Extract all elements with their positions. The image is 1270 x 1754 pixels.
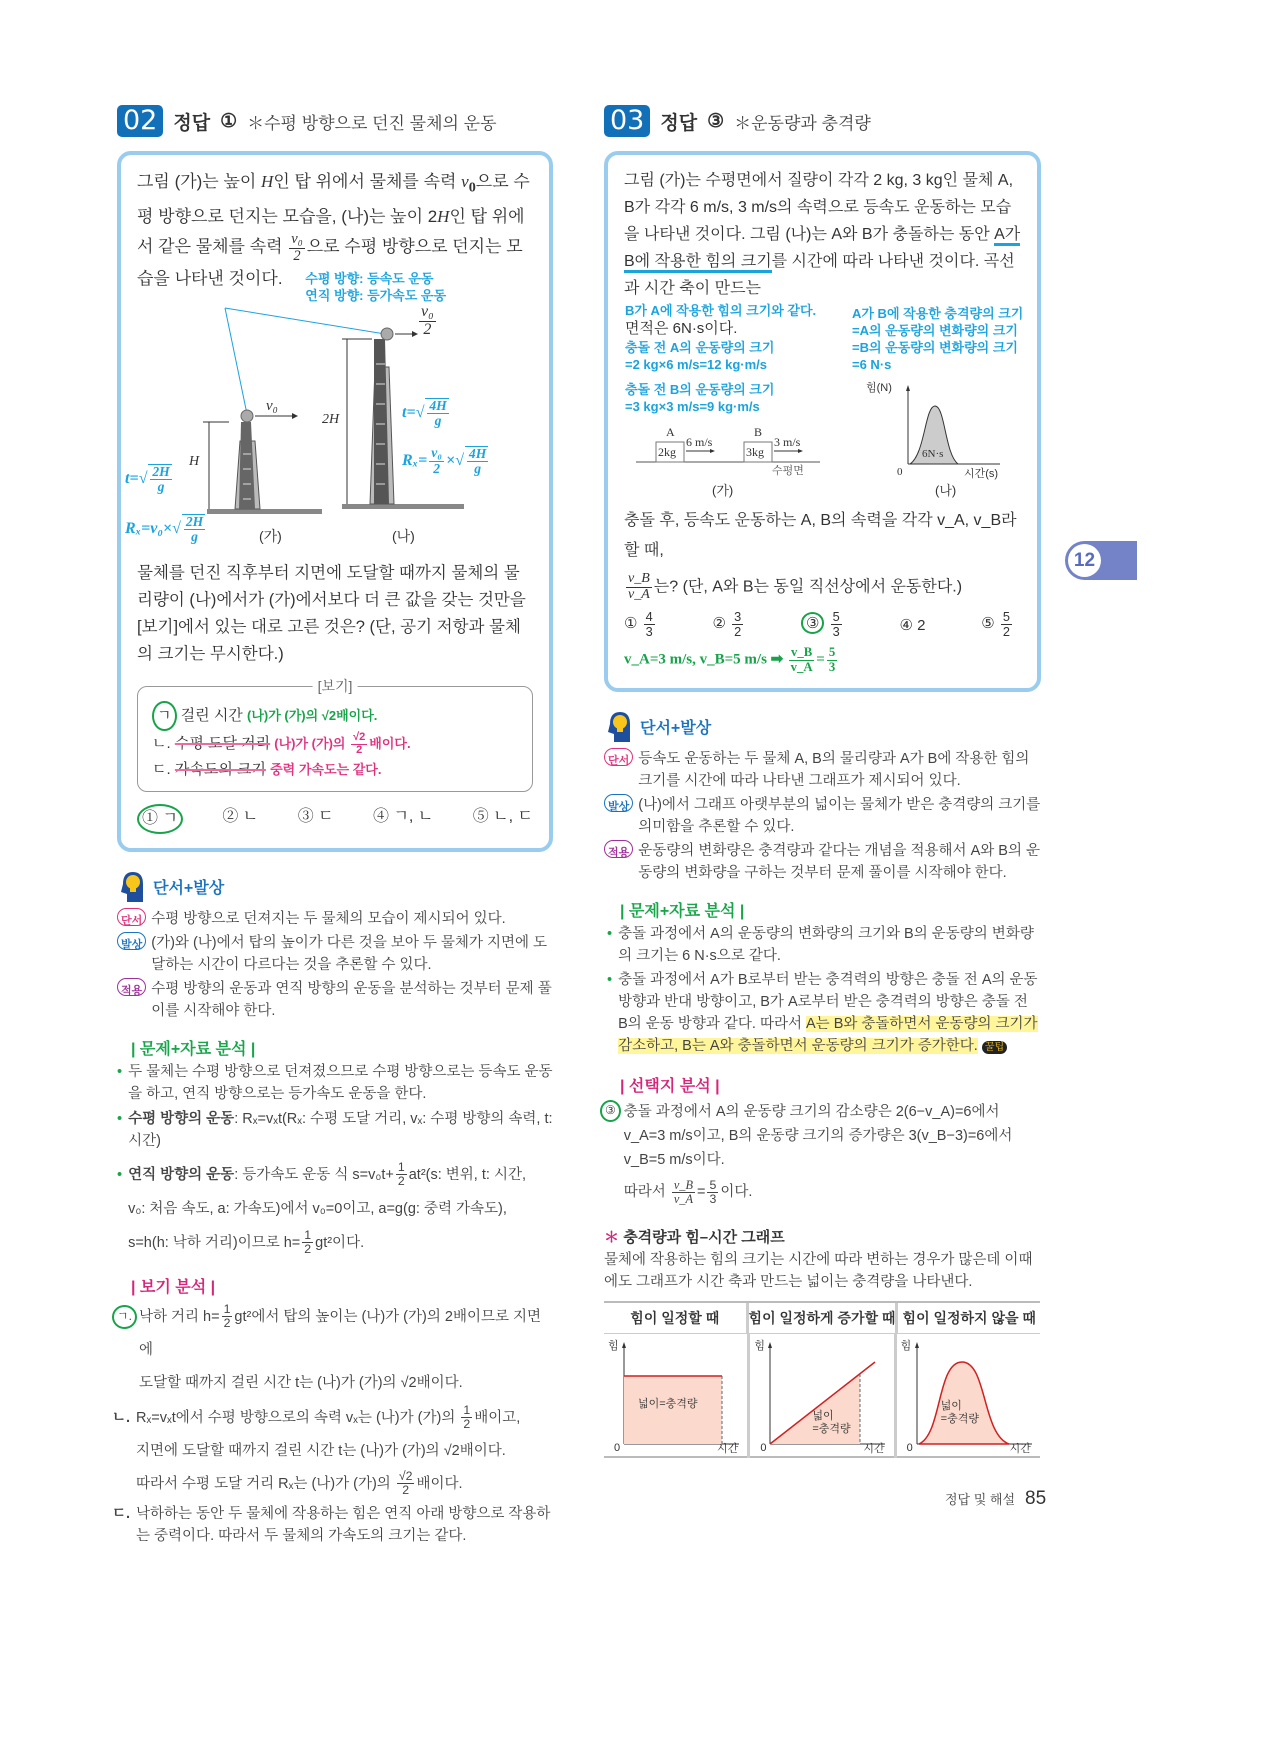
q02-problem-text: 그림 (가)는 높이 H인 탑 위에서 물체를 속력 $v_0$으로 수평 방향으로 던지는 모습을, (나)는 높이 2H인 탑 위에서 같은 물체를 속력 $\frac{\text{v₀}}{2}$ 으로 수평 방향으로 던지는 모습을 나타낸 것이다. 수평 방향: 등속도 운동 연직 방향: 등가속도 운동 (137, 172, 530, 303)
label-ga: (가) (712, 483, 734, 498)
label-B: B (754, 425, 763, 439)
label-A: A (666, 425, 675, 439)
extra-title: ＊ 충격량과 힘–시간 그래프 (604, 1228, 785, 1246)
col-header-varying: 힘이 일정하지 않을 때 (902, 1309, 1036, 1326)
velocity-A: 6 m/s (686, 435, 713, 449)
choice-2[interactable]: ② ㄴ (222, 807, 259, 825)
q03-analysis-title: | 문제+자료 분석 | (620, 902, 745, 920)
answer-number: ① (220, 110, 238, 132)
q02-bogi-analysis: ㄱ. 낙하 거리 h= $\frac{1}{2}$ gt²에서 탑의 높이는 (나)가 (가)의 2배이므로 지면에 도달할 때까지 걸린 시간 t는 (나)가 (가)의 √2배이다. ㄴ. Rₓ=vₓt에서 수평 방향으로의 속력 vₓ는 (나)가 (가)의 $\frac{1}{2}$ 배이고, 지면에 도달할 때까지 걸린 시간 t는 (나)가 (가)의 √2배이다. 따라서 수평 도달 거리 Rₓ는 (나)가 (가)의 $\frac{√2}{2}$ 배이다. ㄷ. 낙하하는 동안 두 물체에 작용하는 힘은 연직 아래 방향으로 작용하는 중력이다. 따라서 두 물체의 가속도의 크기는 같다. (112, 1302, 551, 1544)
q02-analysis-title: | 문제+자료 분석 | (131, 1040, 256, 1058)
bogi-item-2: ㄴ. 수평 도달 거리 (나)가 (가)의 $\frac{√2}{2}$ 배이다. (152, 731, 411, 756)
answer-number: ③ (707, 110, 725, 132)
lightbulb-head-icon (604, 710, 632, 744)
choice-5[interactable]: ⑤ ㄴ, ㄷ (472, 807, 533, 825)
label-H: H (189, 453, 200, 469)
col-header-constant: 힘이 일정할 때 (604, 1303, 749, 1333)
q03-answer-line: v_A=3 m/s, v_B=5 m/s ➡ $\frac{v\_B}{v\_A}$ = $\frac{5}{3}$ (624, 645, 836, 674)
label-v0-half: $\frac{\text{v₀}}{2}$ (421, 302, 434, 338)
graph-varying: 힘 0 시간 넓이 =충격량 (900, 1339, 1031, 1455)
q03-header (604, 105, 1041, 137)
choice-5[interactable]: ⑤ $\frac{5}{2}$ (981, 609, 1010, 639)
label-v0: v₀ (266, 397, 278, 414)
question-number: 03 (604, 105, 650, 137)
graph-constant: 힘 0 시간 넓이=충격량 (604, 1334, 750, 1458)
q02-figure-area (117, 304, 547, 556)
q03-choices (624, 610, 1014, 638)
label-2H: 2H (322, 411, 340, 427)
left-column (112, 105, 553, 1549)
q03-hint-header: 단서+발상 (604, 710, 1041, 744)
q03-problem-box (604, 151, 1041, 692)
label-na: (나) (392, 527, 415, 544)
ground-na (342, 504, 464, 509)
q03-choice-analysis-title: | 선택지 분석 | (620, 1077, 720, 1095)
bogi-box (137, 677, 533, 792)
page-number: 85 (1025, 1488, 1047, 1509)
bogi-title: [보기] (313, 676, 358, 696)
col-header-increasing: 힘이 일정하게 증가할 때 (749, 1303, 899, 1333)
bogi-item-3: ㄷ. 가속도의 크기 중력 가속도는 같다. (152, 760, 382, 778)
q03-annotation-right: A가 B에 작용한 충격량의 크기 =A의 운동량의 변화량의 크기 =B의 운동량의 변화량의 크기 =6 N·s (852, 306, 1024, 372)
q02-header (117, 105, 553, 137)
q02-choices (137, 804, 533, 834)
label-na: (나) (935, 483, 957, 498)
choice-1[interactable]: ① ㄱ (137, 804, 183, 834)
q02-hint-items: 단서 수평 방향으로 던져지는 두 물체의 모습이 제시되어 있다. 발상 (가)와 (나)에서 탑의 높이가 다른 것을 보아 두 물체가 지면에 도달하는 시간이 다르다는 것을 추론할 수 있다. 적용 수평 방향의 운동과 연직 방향의 운동을 분석하는 것부터 문제 풀이를 시작해야 한다. (117, 908, 553, 1022)
choice-4[interactable]: ④ ㄱ, ㄴ (373, 807, 434, 825)
answer-label: 정답 (660, 112, 698, 134)
mass-A: 2kg (658, 445, 676, 459)
x-axis-label: 시간(s) (964, 468, 999, 480)
q03-problem-text: 그림 (가)는 수평면에서 질량이 각각 2 kg, 3 kg인 물체 A, B가 각각 6 m/s, 3 m/s의 속력으로 등속도 운동하는 모습을 나타낸 것이다. 그림 (나)는 A와 B가 충돌하는 동안 A가 B에 작용한 힘의 크기를 시간에 따라 나타낸 것이다. 곡선과 시간 축이 만드는 (624, 172, 1021, 297)
q02-bogi-analysis-title: | 보기 분석 | (131, 1278, 216, 1296)
topic: ＊수평 방향으로 던진 물체의 운동 (247, 113, 497, 133)
footer (945, 1488, 1046, 1510)
q02-question: 물체를 던진 직후부터 지면에 도달할 때까지 물체의 물리량이 (나)에서가 (가)에서보다 더 큰 값을 갖는 것만을 [보기]에서 있는 대로 고른 것은? (단, 공기 저항과 물체의 크기는 무시한다.) (137, 563, 526, 663)
topic: ＊운동량과 충격량 (734, 113, 871, 133)
choice-2[interactable]: ② $\frac{3}{2}$ (712, 609, 742, 639)
velocity-B: 3 m/s (774, 435, 801, 449)
formula-rx-na: Rₓ= $\frac{\text{v₀}}{2}$ ×√ $\frac{4H}{g}$ (402, 445, 487, 476)
lightbulb-head-icon (117, 870, 145, 904)
formula-rx-ga: Rₓ=v₀×√ $\frac{2H}{g}$ (125, 513, 204, 544)
label-ga: (가) (259, 527, 282, 544)
footer-label: 정답 및 해설 (945, 1492, 1016, 1507)
right-column (604, 105, 1041, 1458)
q03-hint-items: 단서 등속도 운동하는 두 물체 A, B의 물리량과 A가 B에 작용한 힘의 크기를 시간에 따라 나타낸 그래프가 제시되어 있다. 발상 (나)에서 그래프 아랫부분의 넓이는 물체가 받은 충격량의 크기를 의미함을 추론할 수 있다. 적용 운동량의 변화량은 충격량과 같다는 개념을 적용해서 A와 B의 운동량의 변화량을 구하는 것부터 문제 풀이를 시작해야 한다. (604, 748, 1041, 884)
ball-ga (241, 410, 253, 422)
y-axis-label: 힘(N) (866, 382, 892, 394)
bogi-item-1: ㄱ 걸린 시간 (나)가 (가)의 √2배이다. (152, 701, 518, 731)
choice-3[interactable]: ③ $\frac{5}{3}$ (801, 610, 844, 638)
area-label: 6N·s (922, 448, 944, 460)
extra-text: 물체에 작용하는 힘의 크기는 시간에 따라 변하는 경우가 많은데 이때에도 그래프가 시간 축과 만드는 넓이는 충격량을 나타낸다. (604, 1251, 1033, 1290)
fig-na-graph (900, 384, 1010, 469)
chapter-number: 12 (1068, 544, 1101, 577)
origin-label: 0 (897, 466, 903, 478)
graph-increasing: 힘 0 시간 넓이 =충격량 (750, 1334, 896, 1458)
choice-4[interactable]: ④ 2 (899, 617, 926, 635)
choice-1[interactable]: ① $\frac{4}{3}$ (624, 609, 653, 639)
chapter-tab[interactable] (1065, 541, 1137, 580)
q02-hint-header: 단서+발상 (117, 870, 553, 904)
q03-question: 충돌 후, 등속도 운동하는 A, B의 속력을 각각 v_A, v_B라 할 때, $\frac{v\_B}{v\_A}$ 는? (단, A와 B는 동일 직선상에서 운동한다.) (624, 512, 1017, 602)
answer-label: 정답 (173, 112, 211, 134)
q03-choice-analysis: ③ 충돌 과정에서 A의 운동량 크기의 감소량은 2(6−v_A)=6에서 v_A=3 m/s이고, B의 운동량 크기의 증가량은 3(v_B−3)=6에서 v_B=5 m/s이다. 따라서 $\frac{v\_B}{v\_A}$ = $\frac{5}{3}$ 이다. (600, 1100, 1041, 1212)
impulse-table (604, 1301, 1040, 1458)
surface-label: 수평면 (772, 465, 804, 477)
choice-3[interactable]: ③ ㄷ (297, 807, 334, 825)
q03-annotation-left: B가 A에 작용한 힘의 크기와 같다. 면적은 6N·s이다. 충돌 전 A의 운동량의 크기 =2 kg×6 m/s=12 kg·m/s 충돌 전 B의 운동량의 크기 =3 kg×3 m/s=9 kg·m/s (625, 303, 817, 414)
formula-t-ga: t=√ $\frac{2H}{g}$ (125, 463, 170, 494)
ground-ga (207, 509, 322, 514)
q03-figure-area (620, 302, 1025, 502)
q02-analysis: • 두 물체는 수평 방향으로 던져졌으므로 수평 방향으로는 등속도 운동을 하고, 연직 방향으로는 등가속도 운동을 한다. • 수평 방향의 운동: Rₓ=vₓt(Rₓ: 수평 도달 거리, vₓ: 수평 방향의 속력, t: 시간) • 연직 방향의 운동: 등가속도 운동 식 s=v₀t+ $\frac{1}{2}$ at²(s: 변위, t: 시간, v₀: 처음 속도, a: 가속도)에서 v₀=0이고, a=g(g: 중력 가속도), s=h(h: 낙하 거리)이므로 h= $\frac{1}{2}$ gt²이다. (117, 1063, 553, 1257)
correct-mark: ㄱ (152, 701, 177, 731)
formula-t-na: t=√ $\frac{4H}{g}$ (402, 397, 447, 428)
q03-analysis: • 충돌 과정에서 A의 운동량의 변화량의 크기와 B의 운동량의 변화량의 크기는 6 N·s으로 같다. • 충돌 과정에서 A가 B로부터 받는 충격력의 방향은 충돌 전 A의 운동 방향과 반대 방향이고, B가 A로부터 받은 충격력의 방향은 충돌 전 B의 운동 방향과 같다. 따라서 A는 B와 충돌하면서 운동량의 크기가 감소하고, B는 A와 충돌하면서 운동량의 크기가 증가한다. 꿀팁 (607, 925, 1038, 1054)
ball-na (381, 328, 393, 340)
question-number: 02 (117, 105, 163, 137)
tip-badge: 꿀팁 (982, 1041, 1007, 1054)
q02-problem-box (117, 151, 553, 852)
mass-B: 3kg (746, 445, 764, 459)
q02-annotation: 수평 방향: 등속도 운동 연직 방향: 등가속도 운동 (305, 270, 447, 303)
